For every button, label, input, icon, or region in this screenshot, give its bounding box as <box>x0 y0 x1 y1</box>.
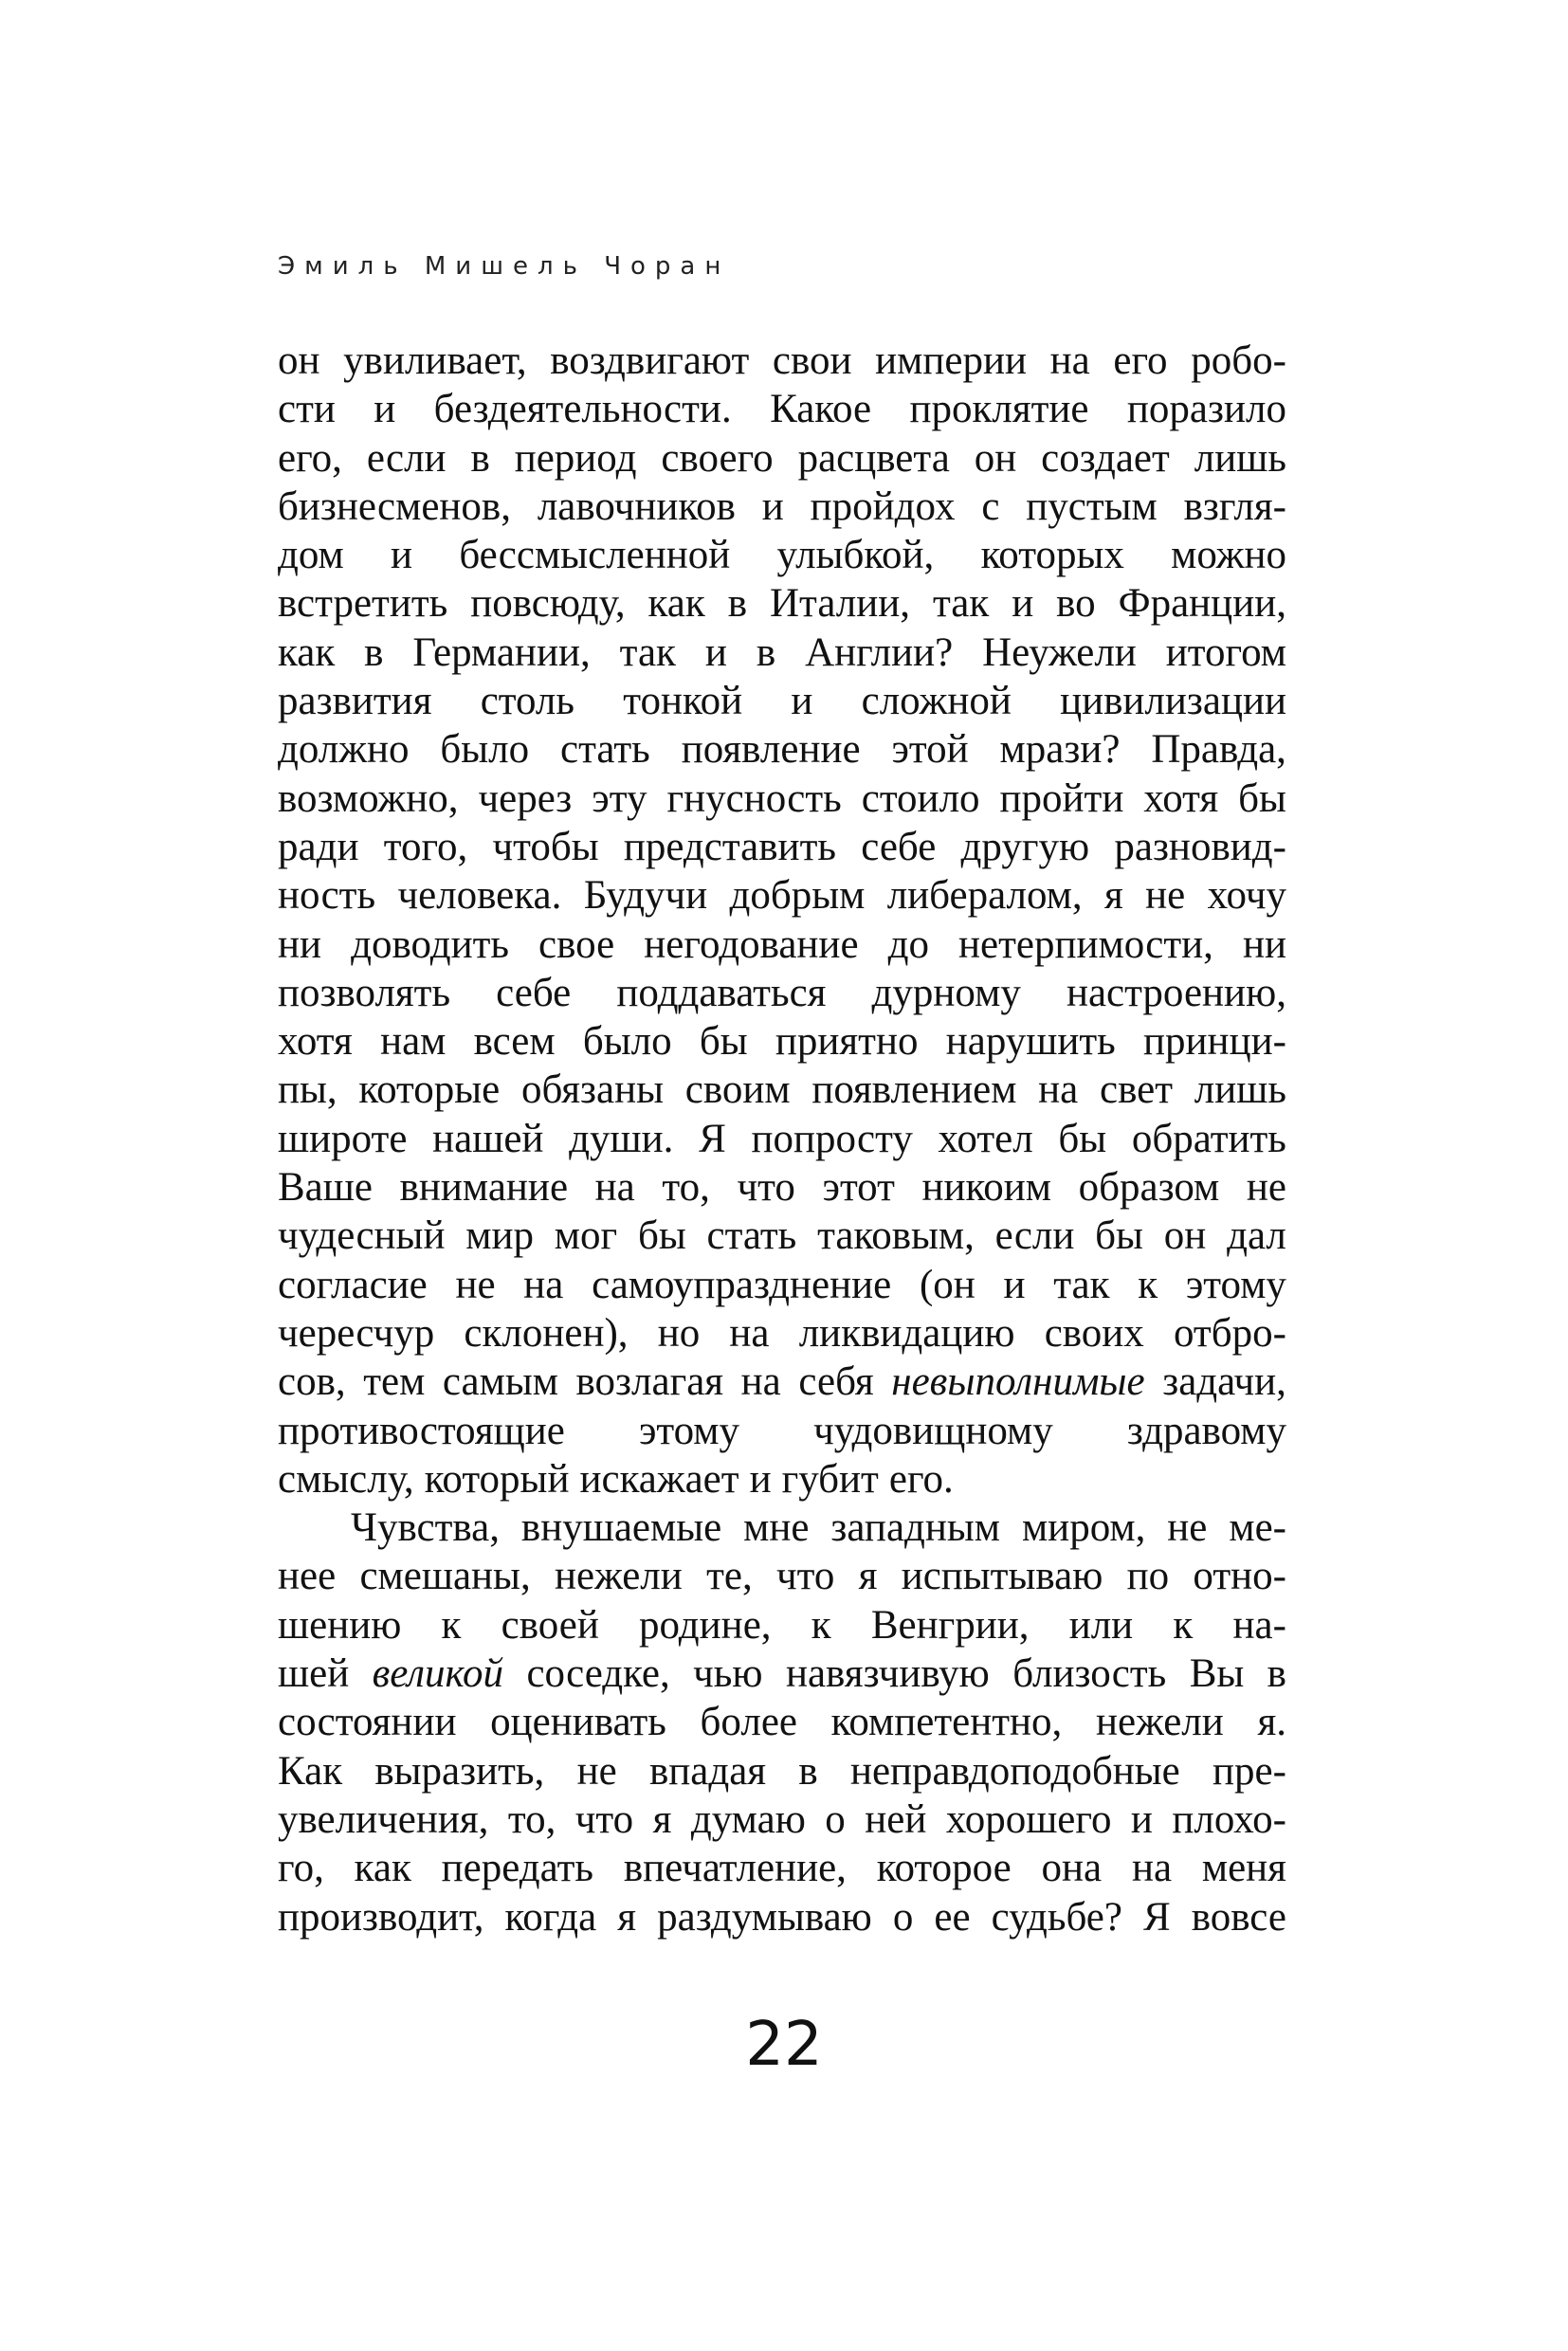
word: вовсе <box>1191 1894 1286 1940</box>
text-line <box>278 1844 1286 1892</box>
word: склонен), <box>464 1310 629 1356</box>
word: гнусность <box>666 775 842 821</box>
word: о <box>892 1894 914 1940</box>
word: принци- <box>1143 1019 1286 1065</box>
word: период <box>514 435 637 481</box>
word: нам <box>380 1019 447 1065</box>
word: соседке, <box>526 1651 670 1697</box>
word: на <box>1038 1067 1079 1113</box>
word: было <box>582 1019 672 1065</box>
word: я. <box>1257 1700 1286 1745</box>
word: бы <box>637 1213 686 1259</box>
word: задачи, <box>1162 1359 1286 1405</box>
text-line <box>278 385 1286 433</box>
word: бы <box>1095 1213 1143 1259</box>
word: поддаваться <box>616 970 827 1015</box>
word: западным <box>830 1505 1001 1551</box>
word: негодование <box>644 921 859 967</box>
word: ликвидацию <box>798 1310 1015 1356</box>
word: человека. <box>397 873 562 919</box>
word: родине, <box>639 1602 772 1648</box>
word: шению <box>278 1602 402 1648</box>
word: улыбкой, <box>776 533 935 578</box>
word: пройти <box>999 775 1124 821</box>
word: как <box>354 1846 411 1891</box>
word: состоянии <box>278 1700 457 1745</box>
word: создает <box>1041 435 1170 481</box>
text-line <box>278 823 1286 871</box>
word: дом <box>278 533 344 578</box>
word: и <box>704 629 727 675</box>
word: ни <box>1242 921 1286 967</box>
word: своим <box>684 1067 791 1113</box>
text-line <box>278 1795 1286 1844</box>
word: губит <box>781 1456 879 1502</box>
word: что <box>574 1796 634 1842</box>
word: самым <box>442 1359 558 1405</box>
word: с <box>981 483 1000 529</box>
text-line <box>278 1309 1286 1358</box>
italic-word: невыполнимые <box>891 1359 1145 1405</box>
word: раздумываю <box>657 1894 872 1940</box>
word: мог <box>554 1213 618 1259</box>
word: шей <box>278 1651 350 1697</box>
italic-word: великой <box>372 1651 504 1697</box>
word: как <box>647 581 705 627</box>
word: внимание <box>399 1165 569 1211</box>
word: что <box>775 1554 835 1599</box>
text-line <box>278 1115 1286 1163</box>
word: в <box>1267 1651 1286 1697</box>
word: ни <box>278 921 322 967</box>
word: на <box>523 1262 564 1307</box>
word: Я <box>699 1116 726 1161</box>
word: думаю <box>690 1796 806 1842</box>
word: я <box>1104 873 1123 919</box>
word: бы <box>699 1019 748 1065</box>
word: Венгрии, <box>870 1602 1030 1648</box>
word: согласие <box>278 1262 428 1307</box>
word: через <box>478 775 573 821</box>
word: того, <box>383 824 468 869</box>
word: Как <box>278 1748 343 1794</box>
word: и <box>1130 1796 1153 1842</box>
word: (он <box>919 1262 975 1307</box>
word: попросту <box>751 1116 913 1161</box>
word: сов, <box>278 1359 346 1405</box>
word: приятно <box>775 1019 919 1065</box>
word: пройдох <box>810 483 956 529</box>
word: и <box>749 1456 772 1502</box>
word: чью <box>693 1651 763 1697</box>
word: стоило <box>861 775 980 821</box>
word: я <box>617 1894 637 1940</box>
word: меня <box>1201 1846 1286 1891</box>
text-line <box>278 1649 1286 1698</box>
word: Ваше <box>278 1165 373 1211</box>
word: в <box>364 629 384 675</box>
word: в <box>756 629 776 675</box>
text-line <box>278 969 1286 1017</box>
word: встретить <box>278 581 448 627</box>
word: Германии, <box>412 629 591 675</box>
word: можно <box>1171 533 1286 578</box>
word: этот <box>822 1165 895 1211</box>
text-line <box>278 1552 1286 1600</box>
text-line <box>278 1455 1286 1504</box>
word: то, <box>662 1165 710 1211</box>
word: не <box>1246 1165 1286 1211</box>
word: судьбе? <box>991 1894 1122 1940</box>
word: свои <box>772 338 852 383</box>
word: но <box>657 1310 701 1356</box>
word: то, <box>507 1796 556 1842</box>
word: пы, <box>278 1067 337 1113</box>
word: чересчур <box>278 1310 435 1356</box>
word: души. <box>569 1116 674 1161</box>
word: не <box>576 1748 617 1794</box>
word: его <box>1113 338 1168 383</box>
word: так <box>932 581 990 627</box>
text-line <box>278 1504 1286 1552</box>
word: и <box>761 483 784 529</box>
word: Вы <box>1189 1651 1245 1697</box>
word: что <box>737 1165 795 1211</box>
word: нашей <box>432 1116 544 1161</box>
word: должно <box>278 727 410 773</box>
word: итогом <box>1165 629 1286 675</box>
word: столь <box>480 679 574 724</box>
word: взгля- <box>1183 483 1286 529</box>
word: в <box>798 1748 818 1794</box>
word: в <box>470 435 490 481</box>
word: если <box>366 435 447 481</box>
word: я <box>858 1554 878 1599</box>
word: на <box>729 1310 770 1356</box>
word: близость <box>1012 1651 1167 1697</box>
word: нее <box>278 1554 337 1599</box>
word: своей <box>501 1602 599 1648</box>
text-line <box>278 629 1286 677</box>
word: к <box>1173 1602 1194 1648</box>
word: впечатление, <box>623 1846 847 1891</box>
word: смешаны, <box>359 1554 531 1599</box>
word: мрази? <box>999 727 1121 773</box>
word: навязчивую <box>785 1651 990 1697</box>
word: в <box>727 581 748 627</box>
word: он <box>278 338 320 383</box>
word: Чувства, <box>351 1505 500 1551</box>
word: здравому <box>1126 1408 1286 1453</box>
word: нежели <box>1095 1700 1224 1745</box>
word: увеличения, <box>278 1796 489 1842</box>
word: расцвета <box>797 435 950 481</box>
word: не <box>1167 1505 1208 1551</box>
word: Будучи <box>583 873 708 919</box>
text-line <box>278 1747 1286 1795</box>
word: выразить, <box>374 1748 545 1794</box>
text-line <box>278 483 1286 531</box>
text-line <box>278 920 1286 969</box>
word: позволять <box>278 970 451 1015</box>
word: бы <box>1058 1116 1107 1161</box>
word: эту <box>592 775 647 821</box>
word: Правда, <box>1151 727 1286 773</box>
word: го, <box>278 1846 324 1891</box>
word: этому <box>638 1408 740 1453</box>
word: к <box>811 1602 831 1648</box>
word: его. <box>888 1456 954 1502</box>
word: и <box>1003 1262 1026 1307</box>
word: бизнесменов, <box>278 483 511 529</box>
word: на <box>594 1165 635 1211</box>
text-line <box>278 677 1286 725</box>
word: и <box>791 679 813 724</box>
word: всем <box>473 1019 556 1065</box>
word: добрым <box>729 873 866 919</box>
word: Неужели <box>982 629 1137 675</box>
word: ность <box>278 873 376 919</box>
text-line <box>278 531 1286 579</box>
text-line <box>278 434 1286 483</box>
word: хотел <box>938 1116 1033 1161</box>
word: Англии? <box>805 629 954 675</box>
word: он <box>974 435 1017 481</box>
word: нарушить <box>945 1019 1116 1065</box>
word: оценивать <box>490 1700 666 1745</box>
text-line <box>278 871 1286 920</box>
word: чудовищному <box>813 1408 1053 1453</box>
word: он <box>1163 1213 1207 1259</box>
word: искажает <box>579 1456 739 1502</box>
word: обязаны <box>520 1067 665 1113</box>
word: когда <box>504 1894 597 1940</box>
word: смыслу, <box>278 1456 414 1502</box>
page-number: 22 <box>745 2010 823 2080</box>
word: возможно, <box>278 775 459 821</box>
word: нетерпимости, <box>957 921 1213 967</box>
word: к <box>1138 1262 1158 1307</box>
word: другую <box>960 824 1090 869</box>
word: противостоящие <box>278 1408 565 1453</box>
word: более <box>700 1700 797 1745</box>
word: появление <box>681 727 861 773</box>
word: или <box>1068 1602 1134 1648</box>
word: его, <box>278 435 342 481</box>
word: появлением <box>811 1067 1017 1113</box>
word: Италии, <box>769 581 911 627</box>
word: хотя <box>1143 775 1219 821</box>
word: увиливает, <box>343 338 527 383</box>
word: сложной <box>861 679 1012 724</box>
word: которое <box>876 1846 1012 1891</box>
word: во <box>1056 581 1096 627</box>
word: этому <box>1185 1262 1286 1307</box>
word: бы <box>1238 775 1286 821</box>
word: дурному <box>871 970 1021 1015</box>
text-line <box>278 337 1286 385</box>
word: своего <box>661 435 774 481</box>
word: хотя <box>278 1019 353 1065</box>
word: повсюду, <box>470 581 626 627</box>
word: было <box>440 727 530 773</box>
word: лишь <box>1194 435 1286 481</box>
word: самоупразднение <box>592 1262 892 1307</box>
word: чудесный <box>278 1213 446 1259</box>
word: впадая <box>648 1748 767 1794</box>
word: она <box>1041 1846 1103 1891</box>
word: к <box>441 1602 462 1648</box>
word: таковым, <box>817 1213 975 1259</box>
word: неправдоподобные <box>849 1748 1180 1794</box>
word: на <box>740 1359 781 1405</box>
text-line <box>278 1358 1286 1406</box>
word: никоим <box>921 1165 1051 1211</box>
word: лишь <box>1194 1067 1286 1113</box>
word: бездеятельности. <box>433 387 732 432</box>
body-text <box>278 337 1286 1941</box>
word: лавочников <box>537 483 736 529</box>
text-line <box>278 1698 1286 1746</box>
word: возлагая <box>575 1359 724 1405</box>
word: образом <box>1078 1165 1220 1211</box>
text-line <box>278 1601 1286 1649</box>
word: передать <box>441 1846 594 1891</box>
word: отно- <box>1193 1554 1286 1599</box>
word: и <box>374 387 396 432</box>
word: производит, <box>278 1894 484 1940</box>
text-line <box>278 579 1286 628</box>
word: разновид- <box>1114 824 1286 869</box>
word: настроению, <box>1066 970 1286 1015</box>
word: доводить <box>351 921 510 967</box>
word: чтобы <box>492 824 599 869</box>
word: ме- <box>1229 1505 1286 1551</box>
text-line <box>278 1163 1286 1212</box>
word: Франции, <box>1118 581 1286 627</box>
word: себя <box>798 1359 874 1405</box>
word: на <box>1131 1846 1173 1891</box>
word: либералом, <box>886 873 1083 919</box>
word: ее <box>934 1894 971 1940</box>
word: нежели <box>554 1554 683 1599</box>
word: до <box>887 921 929 967</box>
word: и <box>1012 581 1034 627</box>
word: своих <box>1044 1310 1144 1356</box>
word: не <box>455 1262 496 1307</box>
word: на- <box>1232 1602 1286 1648</box>
word: и <box>391 533 413 578</box>
word: который <box>424 1456 570 1502</box>
word: которых <box>980 533 1124 578</box>
word: воздвигают <box>550 338 750 383</box>
word: проклятие <box>909 387 1089 432</box>
word: стать <box>706 1213 797 1259</box>
word: Я <box>1142 1894 1171 1940</box>
word: представить <box>623 824 836 869</box>
text-line <box>278 1261 1286 1309</box>
word: отбро- <box>1174 1310 1286 1356</box>
word: компетентно, <box>830 1700 1063 1745</box>
text-line <box>278 1066 1286 1114</box>
word: мне <box>743 1505 810 1551</box>
word: развития <box>278 679 432 724</box>
word: стать <box>560 727 650 773</box>
word: широте <box>278 1116 408 1161</box>
text-line <box>278 775 1286 823</box>
word: поразило <box>1126 387 1286 432</box>
running-header: Эмиль Мишель Чоран <box>278 252 731 281</box>
word: себе <box>861 824 937 869</box>
word: цивилизации <box>1060 679 1286 724</box>
word: тонкой <box>623 679 743 724</box>
word: робо- <box>1191 338 1286 383</box>
word: этой <box>891 727 969 773</box>
word: о <box>825 1796 846 1842</box>
text-line <box>278 1407 1286 1455</box>
word: тем <box>363 1359 426 1405</box>
word: если <box>994 1213 1075 1259</box>
word: плохо- <box>1172 1796 1286 1842</box>
text-line <box>278 1212 1286 1260</box>
word: которые <box>358 1067 501 1113</box>
word: свет <box>1099 1067 1173 1113</box>
word: пустым <box>1026 483 1158 529</box>
word: те, <box>706 1554 753 1599</box>
word: пре- <box>1212 1748 1286 1794</box>
word: сти <box>278 387 336 432</box>
word: по <box>1126 1554 1170 1599</box>
word: испытываю <box>901 1554 1103 1599</box>
word: ради <box>278 824 359 869</box>
word: не <box>1145 873 1186 919</box>
word: мир <box>465 1213 534 1259</box>
word: так <box>619 629 676 675</box>
word: бессмысленной <box>459 533 731 578</box>
word: империи <box>875 338 1028 383</box>
text-line <box>278 1893 1286 1941</box>
text-line <box>278 1017 1286 1066</box>
text-line <box>278 725 1286 774</box>
word: свое <box>538 921 615 967</box>
word: так <box>1053 1262 1110 1307</box>
word: хочу <box>1207 873 1286 919</box>
word: на <box>1049 338 1090 383</box>
word: я <box>652 1796 672 1842</box>
word: хорошего <box>945 1796 1112 1842</box>
word: внушаемые <box>520 1505 722 1551</box>
word: как <box>278 629 336 675</box>
word: Какое <box>770 387 872 432</box>
word: себе <box>496 970 572 1015</box>
word: дал <box>1227 1213 1286 1259</box>
word: миром, <box>1021 1505 1146 1551</box>
word: обратить <box>1131 1116 1286 1161</box>
word: ней <box>865 1796 927 1842</box>
